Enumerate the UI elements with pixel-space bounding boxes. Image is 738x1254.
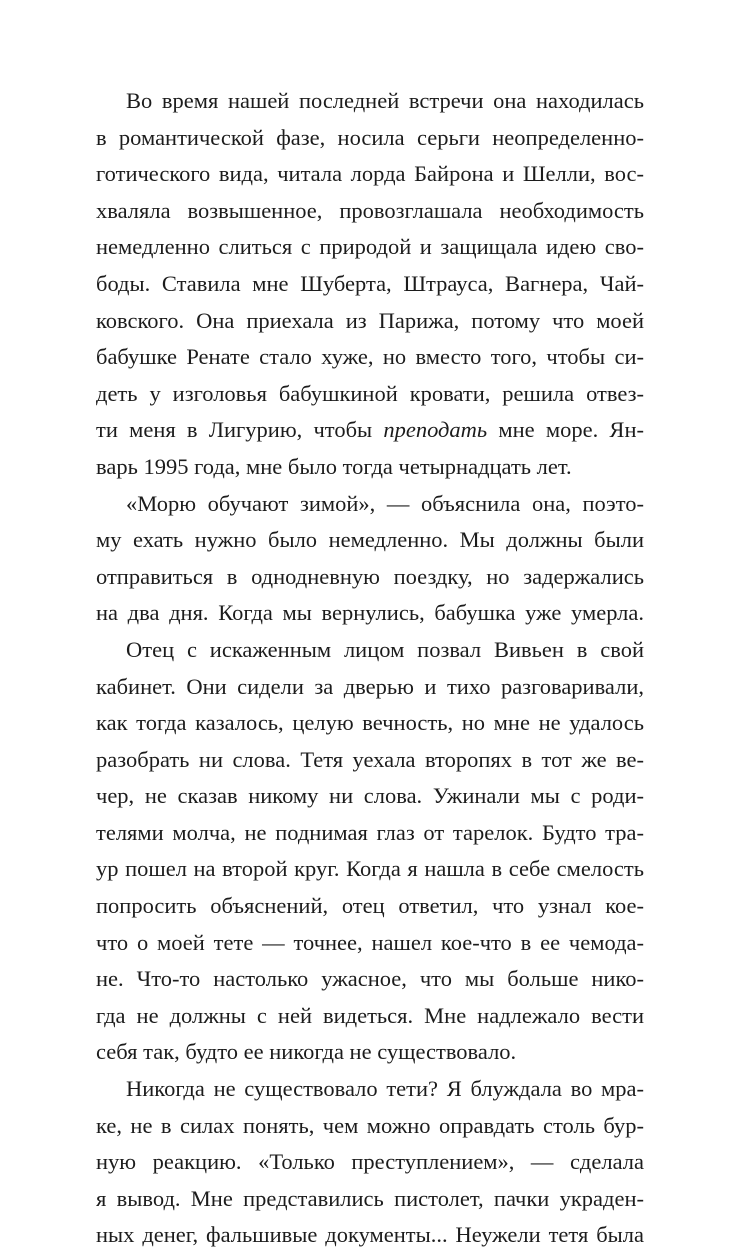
- text-run: ти меня в Лигурию, чтобы: [96, 417, 384, 443]
- text-line: Отец с искаженным лицом позвал Вивьен в свой: [126, 636, 644, 662]
- text-line: варь 1995 года, мне было тогда четырнадцать лет.: [96, 453, 572, 479]
- text-line: боды. Ставила мне Шуберта, Штрауса, Вагнера, Чай-: [96, 270, 644, 296]
- text-line: Во время нашей последней встречи она находилась: [126, 88, 644, 113]
- text-line: готического вида, читала лорда Байрона и Шелли, вос-: [96, 161, 644, 187]
- book-page: [96, 83, 644, 1254]
- text-line: я вывод. Мне представились пистолет, пачки украден-: [96, 1185, 644, 1211]
- text-line: Никогда не существовало тети? Я блуждала во мра-: [126, 1076, 644, 1102]
- paragraph-2: [96, 486, 644, 632]
- text-line-with-italic: [96, 412, 644, 449]
- text-line: отправиться в однодневную поездку, но задержались: [96, 563, 644, 589]
- text-line: ке, не в силах понять, чем можно оправдать столь бур-: [96, 1112, 644, 1138]
- text-line: в романтической фазе, носила серьги неопределенно-: [96, 124, 644, 150]
- text-line: немедленно слиться с природой и защищала идею сво-: [96, 234, 644, 260]
- text-line: ковского. Она приехала из Парижа, потому что моей: [96, 307, 644, 333]
- text-line: ных денег, фальшивые документы... Неужели тетя была: [96, 1222, 644, 1248]
- text-line: кабинет. Они сидели за дверью и тихо разговаривали,: [96, 673, 644, 699]
- text-line: ур пошел на второй круг. Когда я нашла в себе смелость: [96, 856, 644, 882]
- text-line: не. Что-то настолько ужасное, что мы больше нико-: [96, 966, 644, 992]
- text-line: «Морю обучают зимой», — объяснила она, поэто-: [126, 490, 644, 516]
- text-line: ную реакцию. «Только преступлением», — сделала: [96, 1149, 644, 1175]
- paragraph-4: [96, 1071, 644, 1254]
- text-line: попросить объяснений, отец ответил, что узнал кое-: [96, 893, 644, 919]
- paragraph-1: [96, 83, 644, 486]
- text-line: как тогда казалось, целую вечность, но мне не удалось: [96, 710, 644, 736]
- text-line: на два дня. Когда мы вернулись, бабушка уже умерла.: [96, 600, 644, 626]
- text-run: мне море. Ян-: [487, 417, 644, 443]
- text-line: чер, не сказав никому ни слова. Ужинали мы с роди-: [96, 783, 644, 809]
- italic-word: преподать: [383, 417, 488, 443]
- paragraph-3: [96, 632, 644, 1071]
- text-line: деть у изголовья бабушкиной кровати, решила отвез-: [96, 380, 644, 406]
- text-line: му ехать нужно было немедленно. Мы должны были: [96, 527, 644, 553]
- text-line: что о моей тете — точнее, нашел кое-что в ее чемода-: [96, 929, 644, 955]
- text-line: телями молча, не поднимая глаз от тарелок. Будто тра-: [96, 819, 644, 845]
- text-line: себя так, будто ее никогда не существовало.: [96, 1039, 517, 1065]
- text-line: разобрать ни слова. Тетя уехала второпях в тот же ве-: [96, 746, 644, 772]
- text-line: гда не должны с ней видеться. Мне надлежало вести: [96, 1002, 644, 1028]
- text-line: хваляла возвышенное, провозглашала необходимость: [96, 197, 644, 223]
- text-line: бабушке Ренате стало хуже, но вместо того, чтобы си-: [96, 344, 644, 370]
